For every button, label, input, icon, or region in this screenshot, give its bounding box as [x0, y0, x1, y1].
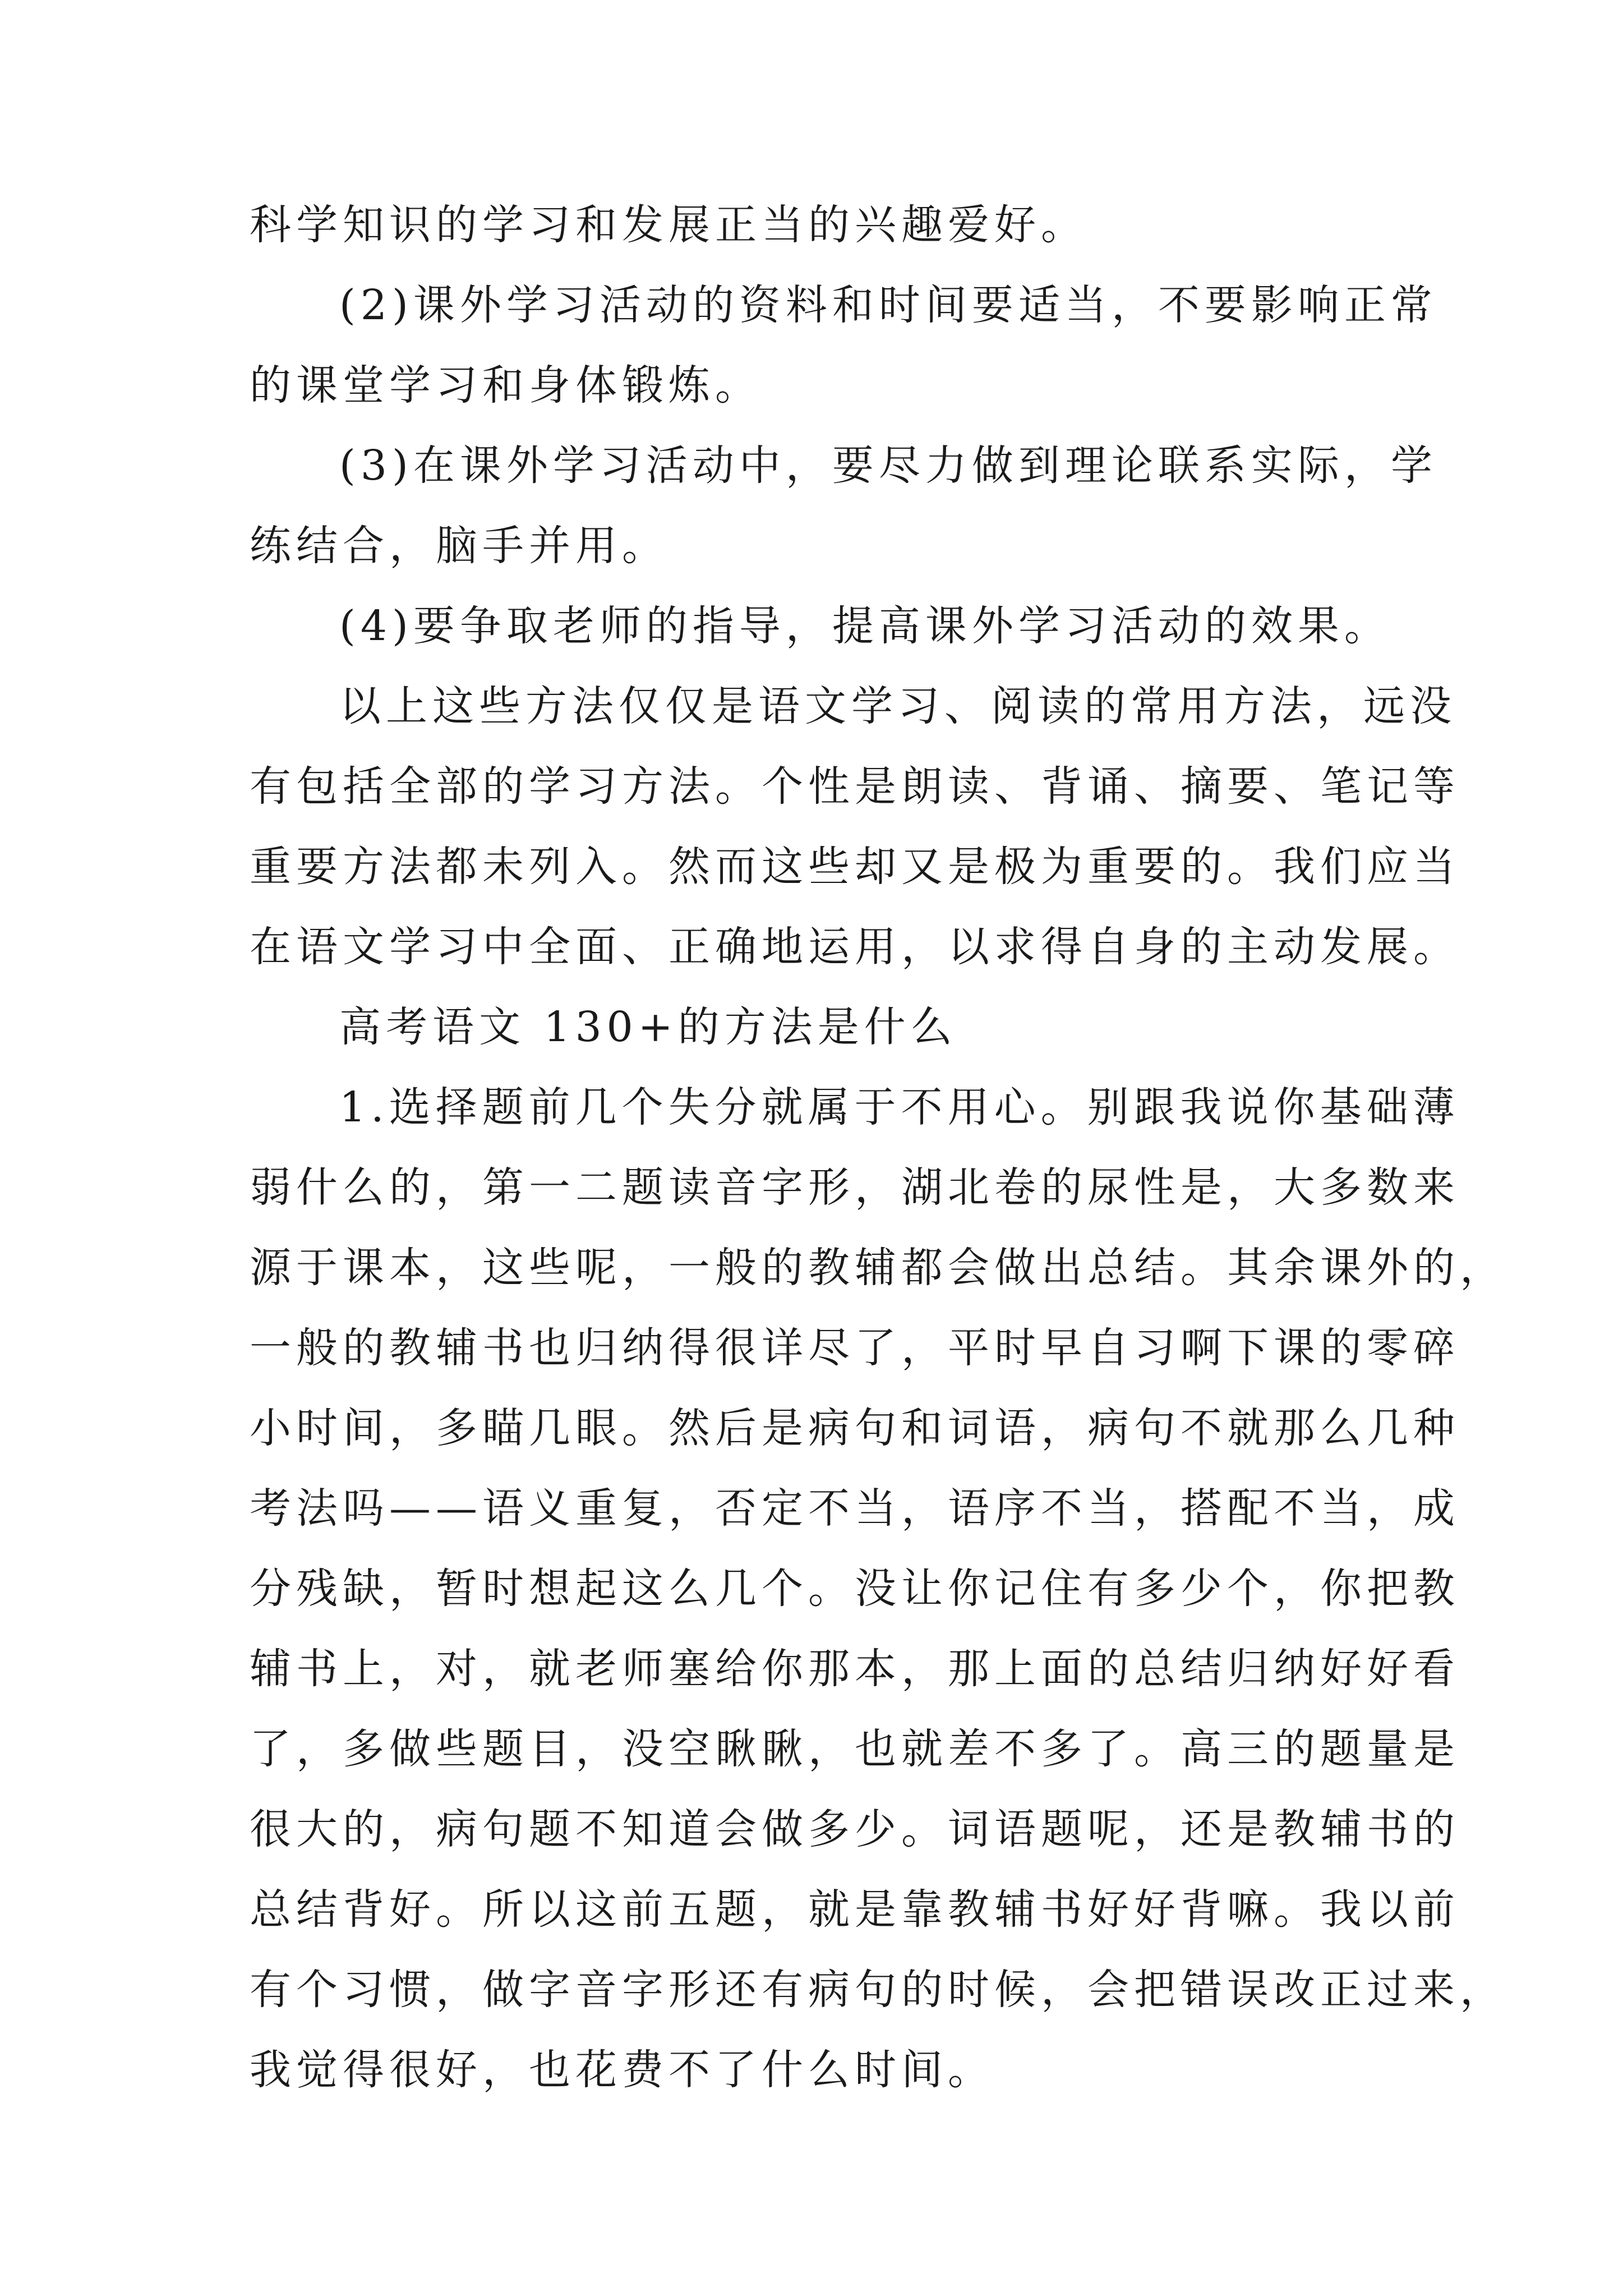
text-line: 考法吗——语义重复，否定不当，语序不当，搭配不当，成	[250, 1484, 1460, 1533]
text-line: (4)要争取老师的指导，提高课外学习活动的效果。	[339, 602, 1391, 650]
text-line: (2)课外学习活动的资料和时间要适当，不要影响正常	[339, 281, 1437, 329]
text-line: 源于课本，这些呢，一般的教辅都会做出总结。其余课外的，	[250, 1244, 1506, 1292]
text-line: 很大的，病句题不知道会做多少。词语题呢，还是教辅书的	[250, 1805, 1460, 1853]
text-line: 科学知识的学习和发展正当的兴趣爱好。	[250, 201, 1087, 249]
text-line: 了，多做些题目，没空瞅瞅，也就差不多了。高三的题量是	[250, 1725, 1460, 1773]
section-heading: 高考语文 130+的方法是什么	[339, 1003, 957, 1051]
text-line: 一般的教辅书也归纳得很详尽了，平时早自习啊下课的零碎	[250, 1324, 1460, 1372]
text-line: 练结合，脑手并用。	[250, 522, 668, 570]
text-line: 辅书上，对，就老师塞给你那本，那上面的总结归纳好好看	[250, 1645, 1460, 1693]
document-body	[250, 185, 1506, 2110]
text-line: 在语文学习中全面、正确地运用，以求得自身的主动发展。	[250, 923, 1460, 971]
text-line: 有个习惯，做字音字形还有病句的时候，会把错误改正过来，	[250, 1966, 1506, 2014]
text-line: 分残缺，暂时想起这么几个。没让你记住有多少个，你把教	[250, 1565, 1460, 1613]
text-line: 1.选择题前几个失分就属于不用心。别跟我说你基础薄	[339, 1083, 1460, 1131]
text-line: (3)在课外学习活动中，要尽力做到理论联系实际，学	[339, 441, 1437, 490]
text-line: 以上这些方法仅仅是语文学习、阅读的常用方法，远没	[339, 682, 1456, 730]
text-line: 弱什么的，第一二题读音字形，湖北卷的尿性是，大多数来	[250, 1163, 1460, 1212]
text-line: 重要方法都未列入。然而这些却又是极为重要的。我们应当	[250, 843, 1460, 891]
text-line: 有包括全部的学习方法。个性是朗读、背诵、摘要、笔记等	[250, 762, 1460, 811]
text-line: 的课堂学习和身体锻炼。	[250, 361, 762, 409]
text-line: 小时间，多瞄几眼。然后是病句和词语，病句不就那么几种	[250, 1404, 1460, 1452]
text-line: 我觉得很好，也花费不了什么时间。	[250, 2046, 994, 2094]
text-line: 总结背好。所以这前五题，就是靠教辅书好好背嘛。我以前	[250, 1885, 1460, 1934]
